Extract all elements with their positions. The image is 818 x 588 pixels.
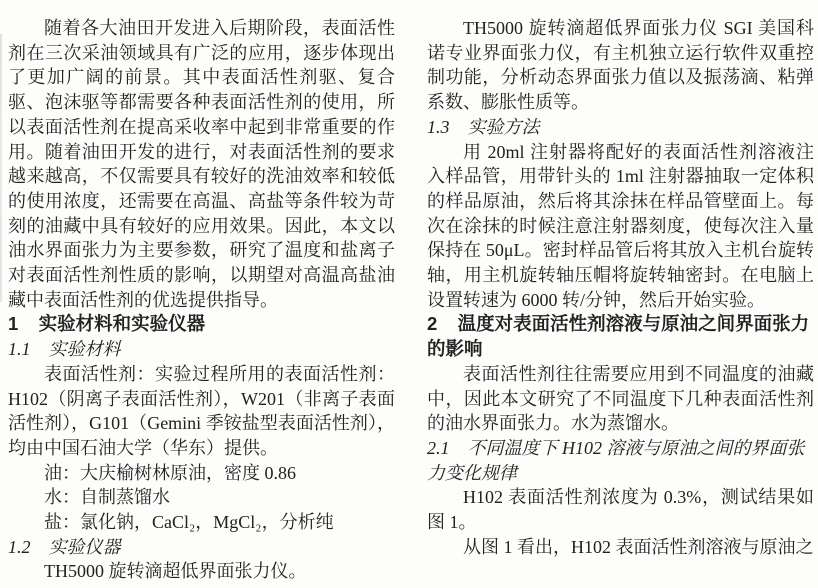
scan-edge-artifact — [0, 34, 2, 302]
salt-line: 盐：氯化钠，CaCl₂，MgCl₂，分析纯 — [44, 512, 334, 533]
materials-paragraph: 表面活性剂：实验过程所用的表面活性剂：H102（阴离子表面活性剂），W201（非离子表面活性剂），G101（Gemini 季铵盐型表面活性剂），均由中国石油大学（华东）提供。 — [8, 363, 395, 458]
temperature-intro-paragraph: 表面活性剂往往需要应用到不同温度的油藏中，因此本文研究了不同温度下几种表面活性剂的油水界面张力。水为蒸馏水。 — [427, 363, 814, 434]
subsection-heading-1-1 — [8, 337, 395, 362]
water-line: 水：自制蒸馏水 — [44, 487, 170, 508]
method-paragraph: 用 20ml 注射器将配好的表面活性剂溶液注入样品管，用带针头的 1ml 注射器抽取一定体积的样品原油，然后将其涂抹在样品管壁面上。每次在涂抹的时候注意注射器刻度，使每次注入量保持在 50μL。密封样品管后将其放入主机台旋转轴，用主机旋转轴压帽将旋转轴密封。在电脑上设置转速为 6000 转/分钟，然后开始实验。 — [427, 141, 814, 310]
left-column — [8, 16, 395, 588]
subsection-number: 1.2 — [8, 536, 31, 557]
subsection-heading-1-2 — [8, 535, 395, 560]
subsection-title: 实验方法 — [467, 116, 540, 137]
concentration-paragraph: H102 表面活性剂浓度为 0.3%，测试结果如图 1。 — [427, 487, 814, 533]
subsection-title: 实验仪器 — [48, 536, 121, 557]
instrument-description-paragraph: TH5000 旋转滴超低界面张力仪 SGI 美国科诺专业界面张力仪，有主机独立运行软件双重控制功能，分析动态界面张力值以及振荡滴、粘弹系数、膨胀性质等。 — [427, 18, 814, 113]
figure-reference-paragraph: 从图 1 看出，H102 表面活性剂溶液与原油之 — [463, 536, 814, 557]
subsection-number: 2.1 — [427, 437, 450, 458]
section-number: 2 — [427, 313, 438, 335]
section-title: 温度对表面活性剂溶液与原油之间界面张力的影响 — [427, 313, 810, 360]
right-column — [427, 16, 814, 588]
section-title: 实验材料和实验仪器 — [38, 313, 206, 335]
subsection-title: 实验材料 — [48, 339, 121, 360]
subsection-number: 1.3 — [427, 116, 450, 137]
section-heading-2 — [427, 312, 814, 361]
section-number: 1 — [8, 313, 19, 335]
subsection-heading-2-1 — [427, 436, 814, 485]
subsection-title: 不同温度下 H102 溶液与原油之间的界面张力变化规律 — [427, 437, 805, 483]
oil-line: 油：大庆榆树林原油，密度 0.86 — [44, 462, 296, 483]
intro-paragraph: 随着各大油田开发进入后期阶段，表面活性剂在三次采油领域具有广泛的应用，逐步体现出了更加广阔的前景。其中表面活性剂驱、复合驱、泡沫驱等都需要各种表面活性剂的使用，所以表面活性剂在提高采收率中起到非常重要的作用。随着油田开发的进行，对表面活性剂的要求越来越高，不仅需要具有较好的洗油效率和较低的使用浓度，还需要在高温、高盐等条件较为苛刻的油藏中具有较好的应用效果。因此，本文以油水界面张力为主要参数，研究了温度和盐离子对表面活性剂性质的影响，以期望对高温高盐油藏中表面活性剂的优选提供指导。 — [8, 18, 395, 310]
instrument-line: TH5000 旋转滴超低界面张力仪。 — [44, 561, 307, 582]
subsection-number: 1.1 — [8, 339, 31, 360]
section-heading-1 — [8, 312, 395, 337]
subsection-heading-1-3 — [427, 115, 814, 140]
